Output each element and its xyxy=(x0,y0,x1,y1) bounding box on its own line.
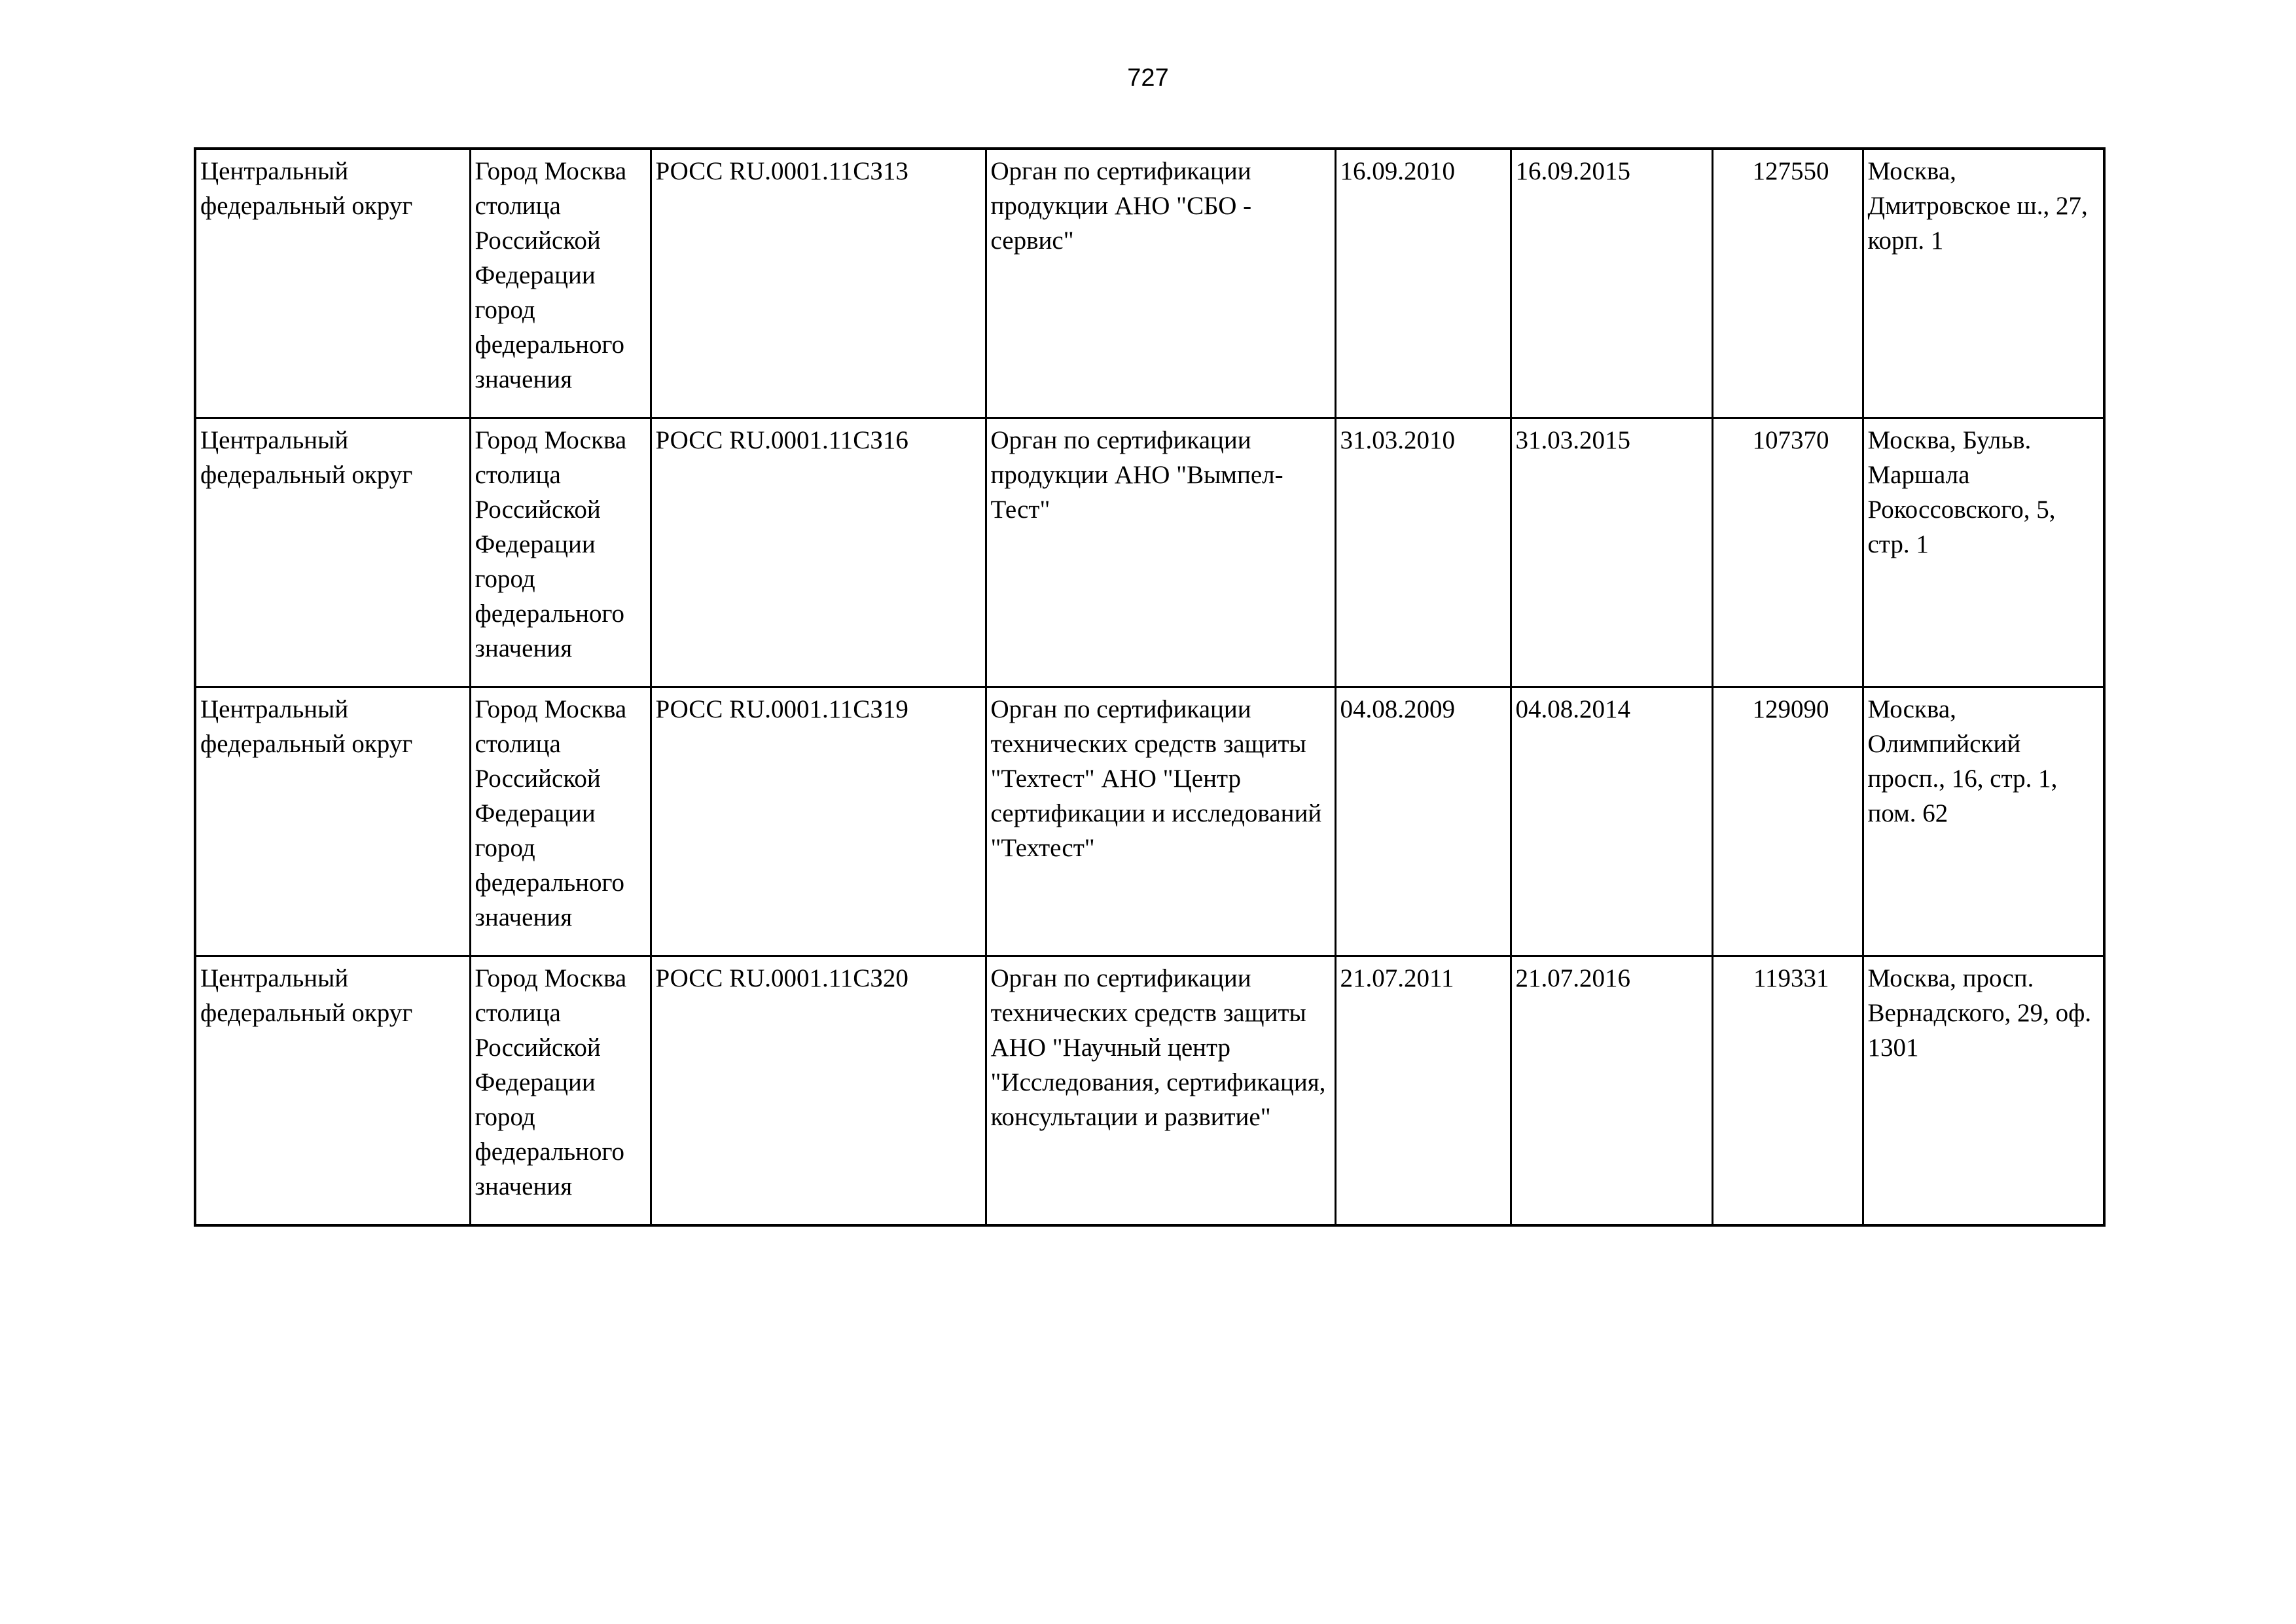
address-cell: Москва, просп. Вернадского, 29, оф. 1301 xyxy=(1863,956,2104,1226)
organization-cell: Орган по сертификации технических средств защиты "Техтест" АНО "Центр сертификации и исследований "Техтест" xyxy=(986,687,1335,956)
table-row xyxy=(195,418,2104,687)
district-cell: Центральный федеральный округ xyxy=(195,418,470,687)
date-from-cell: 16.09.2010 xyxy=(1335,149,1511,418)
date-from-cell: 31.03.2010 xyxy=(1335,418,1511,687)
address-cell: Москва, Олимпийский просп., 16, стр. 1, пом. 62 xyxy=(1863,687,2104,956)
date-to-cell: 21.07.2016 xyxy=(1511,956,1712,1226)
certificate-code-cell: РОСС RU.0001.11СЗ20 xyxy=(651,956,986,1226)
table-row xyxy=(195,687,2104,956)
postcode-cell: 119331 xyxy=(1712,956,1863,1226)
certification-bodies-table xyxy=(194,147,2106,1227)
address-cell: Москва, Бульв. Маршала Рокоссовского, 5, стр. 1 xyxy=(1863,418,2104,687)
date-to-cell: 04.08.2014 xyxy=(1511,687,1712,956)
organization-cell: Орган по сертификации продукции АНО "СБО - сервис" xyxy=(986,149,1335,418)
region-cell: Город Москва столица Российской Федерации город федерального значения xyxy=(470,418,651,687)
date-from-cell: 21.07.2011 xyxy=(1335,956,1511,1226)
date-to-cell: 16.09.2015 xyxy=(1511,149,1712,418)
district-cell: Центральный федеральный округ xyxy=(195,687,470,956)
page-number: 727 xyxy=(1127,64,1169,92)
region-cell: Город Москва столица Российской Федерации город федерального значения xyxy=(470,149,651,418)
organization-cell: Орган по сертификации продукции АНО "Вымпел-Тест" xyxy=(986,418,1335,687)
address-cell: Москва, Дмитровское ш., 27, корп. 1 xyxy=(1863,149,2104,418)
certificate-code-cell: РОСС RU.0001.11СЗ13 xyxy=(651,149,986,418)
region-cell: Город Москва столица Российской Федерации город федерального значения xyxy=(470,687,651,956)
date-from-cell: 04.08.2009 xyxy=(1335,687,1511,956)
postcode-cell: 107370 xyxy=(1712,418,1863,687)
certificate-code-cell: РОСС RU.0001.11СЗ16 xyxy=(651,418,986,687)
certificate-code-cell: РОСС RU.0001.11СЗ19 xyxy=(651,687,986,956)
organization-cell: Орган по сертификации технических средств защиты АНО "Научный центр "Исследования, сертификация, консультации и развитие" xyxy=(986,956,1335,1226)
table-row xyxy=(195,149,2104,418)
postcode-cell: 127550 xyxy=(1712,149,1863,418)
region-cell: Город Москва столица Российской Федерации город федерального значения xyxy=(470,956,651,1226)
date-to-cell: 31.03.2015 xyxy=(1511,418,1712,687)
table-row xyxy=(195,956,2104,1226)
postcode-cell: 129090 xyxy=(1712,687,1863,956)
district-cell: Центральный федеральный округ xyxy=(195,149,470,418)
district-cell: Центральный федеральный округ xyxy=(195,956,470,1226)
